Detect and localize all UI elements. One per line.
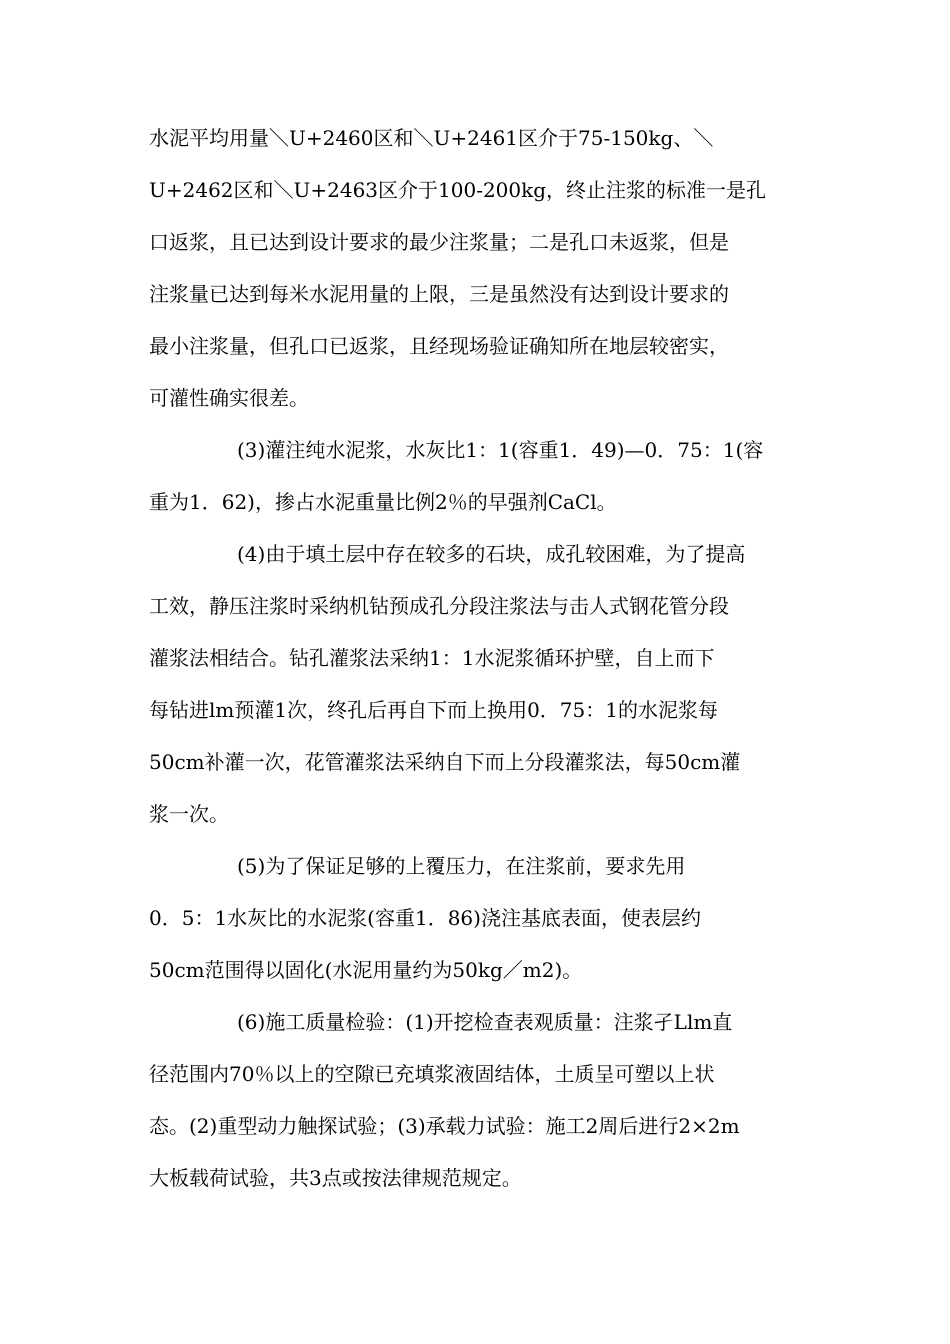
text-line: 0．5：1水灰比的水泥浆(容重1．86)浇注基底表面，使表层约 — [149, 906, 701, 930]
paragraph-item-5 — [149, 846, 809, 1002]
text-line: (4)由于填土层中存在较多的石块，成孔较困难，为了提高 — [237, 542, 746, 566]
paragraph-grouting-volume — [149, 118, 809, 430]
text-line: 径范围内70％以上的空隙已充填浆液固结体，土质呈可塑以上状 — [149, 1062, 715, 1086]
paragraph-item-3 — [149, 430, 809, 534]
document-body — [149, 118, 809, 1210]
text-line: 50cm范围得以固化(水泥用量约为50kg／m2)。 — [149, 958, 583, 982]
text-line: 浆一次。 — [149, 802, 229, 826]
text-line: 态。(2)重型动力触探试验；(3)承载力试验：施工2周后进行2×2m — [149, 1114, 740, 1138]
text-line: 大板载荷试验，共3点或按法律规范规定。 — [149, 1166, 522, 1190]
text-line: (3)灌注纯水泥浆，水灰比1：1(容重1．49)—0．75：1(容 — [237, 438, 764, 462]
text-line: 50cm补灌一次，花管灌浆法采纳自下而上分段灌浆法，每50cm灌 — [149, 750, 741, 774]
paragraph-item-6 — [149, 1002, 809, 1210]
text-line: 可灌性确实很差。 — [149, 386, 309, 410]
text-line: 灌浆法相结合。钻孔灌浆法采纳1：1水泥浆循环护壁，自上而下 — [149, 646, 715, 670]
text-line: 工效，静压注浆时采纳机钻预成孔分段注浆法与击人式钢花管分段 — [149, 594, 729, 618]
text-line: 每钻进lm预灌1次，终孔后再自下而上换用0．75：1的水泥浆每 — [149, 698, 718, 722]
text-line: U+2462区和＼U+2463区介于100-200kg，终止注浆的标准一是孔 — [149, 178, 767, 202]
text-line: 重为1．62)，掺占水泥重量比例2％的早强剂CaCl。 — [149, 490, 617, 514]
paragraph-item-4 — [149, 534, 809, 846]
text-line: (5)为了保证足够的上覆压力，在注浆前，要求先用 — [237, 854, 686, 878]
text-line: 水泥平均用量＼U+2460区和＼U+2461区介于75-150kg、＼ — [149, 126, 714, 150]
text-line: 注浆量已达到每米水泥用量的上限，三是虽然没有达到设计要求的 — [149, 282, 729, 306]
text-line: 口返浆，且已达到设计要求的最少注浆量；二是孔口未返浆，但是 — [149, 230, 729, 254]
text-line: 最小注浆量，但孔口已返浆，且经现场验证确知所在地层较密实， — [149, 334, 729, 358]
text-line: (6)施工质量检验：(1)开挖检查表观质量：注浆孑Llm直 — [237, 1010, 733, 1034]
